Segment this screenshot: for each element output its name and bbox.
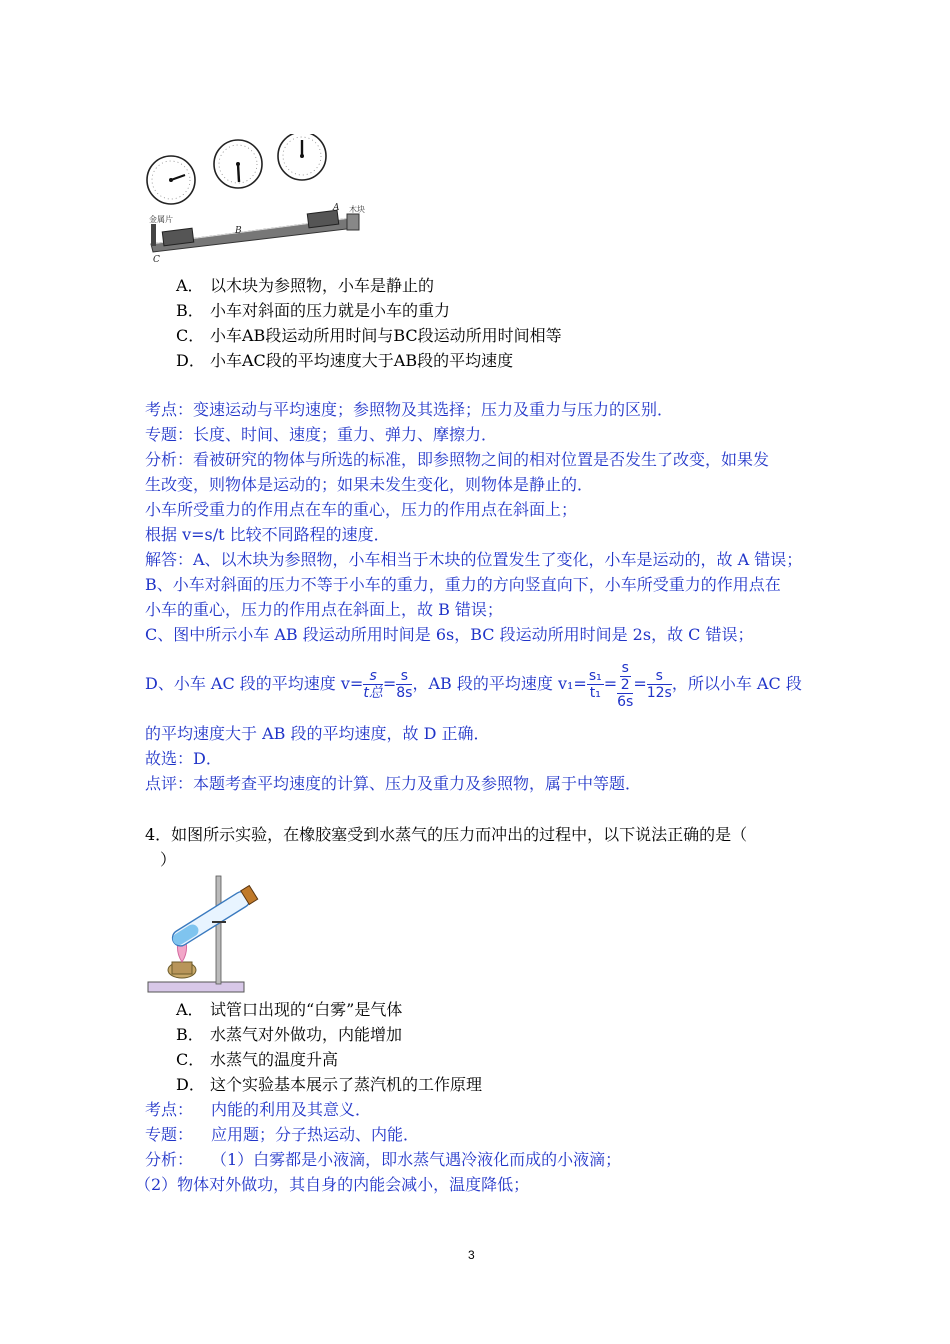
point-a-label: A <box>333 203 340 213</box>
q3-fenxi-line2: 生改变，则物体是运动的；如果未发生变化，则物体是静止的． <box>145 475 594 494</box>
test-tube-apparatus-figure <box>146 870 264 996</box>
q3-kaodian: 考点：变速运动与平均速度；参照物及其选择；压力及重力与压力的区别． <box>145 400 674 419</box>
q3-jieda-line2: B、小车对斜面的压力不等于小车的重力，重力的方向竖直向下，小车所受重力的作用点在 <box>145 575 781 594</box>
metal-sheet-label: 金属片 <box>149 215 173 224</box>
q3-fenxi-line3: 小车所受重力的作用点在车的重心，压力的作用点在斜面上； <box>145 500 578 519</box>
inclined-plane <box>151 210 359 252</box>
q3-option-d: D． 小车AC段的平均速度大于AB段的平均速度 <box>176 351 514 370</box>
page-number: 3 <box>468 1248 475 1262</box>
q3-jieda-line1: 解答：A、以木块为参照物，小车相当于木块的位置发生了变化，小车是运动的，故 A 错误； <box>145 550 803 569</box>
q3-jieda-line6: 的平均速度大于 AB 段的平均速度，故 D 正确． <box>145 724 490 743</box>
wood-block-label: 木块 <box>349 205 365 214</box>
q3-option-a: A． 以木块为参照物，小车是静止的 <box>176 276 435 295</box>
q3-jieda-formula-line: D、小车 AC 段的平均速度 v= $\frac{s}{\text{t总}}$ = $\frac{s}{8s}$ ，AB 段的平均速度 v₁= $\frac{\text{s₁}}{\text{t₁}}$ = $\frac{\frac{s}{2}}{6s}$ = $\frac{s}{12s}$ ，所以小车 AC 段 <box>145 659 802 710</box>
q3-fenxi-line1: 分析：看被研究的物体与所选的标准，即参照物之间的相对位置是否发生了改变，如果发 <box>145 450 770 469</box>
q3-zhuanti: 专题：长度、时间、速度；重力、弹力、摩擦力． <box>145 425 498 444</box>
fraction-half-s-over-6s: $\frac{\frac{s}{2}}{6s}$ <box>617 659 634 710</box>
q4-option-c: C． 水蒸气的温度升高 <box>176 1050 339 1069</box>
q3-jieda-line4: C、图中所示小车 AB 段运动所用时间是 6s，BC 段运动所用时间是 2s，故 C 错误； <box>145 625 754 644</box>
q4-zhuanti: 专题： 应用题；分子热运动、内能． <box>145 1125 420 1144</box>
q4-option-b: B． 水蒸气对外做功，内能增加 <box>176 1025 403 1044</box>
point-b-label: B <box>235 226 242 236</box>
point-c-label: C <box>153 255 160 265</box>
q4-fenxi-line1: 分析： （1）白雾都是小液滴，即水蒸气遇冷液化而成的小液滴； <box>145 1150 622 1169</box>
q3-guxuan: 故选：D． <box>145 749 222 768</box>
q3-option-b: B． 小车对斜面的压力就是小车的重力 <box>176 301 451 320</box>
clock-icon <box>278 134 326 180</box>
q4-stem-line1: 4．如图所示实验，在橡胶塞受到水蒸气的压力而冲出的过程中，以下说法正确的是（ <box>145 825 748 844</box>
q3-fenxi-line4: 根据 v=s/t 比较不同路程的速度． <box>145 525 390 544</box>
q4-kaodian: 考点： 内能的利用及其意义． <box>145 1100 372 1119</box>
clock-icon <box>214 140 262 188</box>
q3-dianping: 点评：本题考查平均速度的计算、压力及重力及参照物，属于中等题． <box>145 774 642 793</box>
q3-jieda-line3: 小车的重心，压力的作用点在斜面上，故 B 错误； <box>145 600 503 619</box>
q3-option-c: C． 小车AB段运动所用时间与BC段运动所用时间相等 <box>176 326 562 345</box>
q4-option-a: A． 试管口出现的“白雾”是气体 <box>176 1000 403 1019</box>
fraction-s-over-8s: $\frac{s}{8s}$ <box>396 668 413 701</box>
incline-clocks-figure <box>143 134 365 268</box>
fraction-s1-over-t1: $\frac{\text{s₁}}{\text{t₁}}$ <box>588 668 602 701</box>
clock-icon <box>147 156 195 204</box>
q4-option-d: D． 这个实验基本展示了蒸汽机的工作原理 <box>176 1075 483 1094</box>
q4-stem-line2: ） <box>160 850 177 869</box>
fraction-s-over-12s: $\frac{s}{12s}$ <box>646 668 672 701</box>
fraction-s-over-t-total: $\frac{s}{\text{t总}}$ <box>363 668 383 701</box>
q4-fenxi-line2: （2）物体对外做功，其自身的内能会减小，温度降低； <box>135 1175 530 1194</box>
